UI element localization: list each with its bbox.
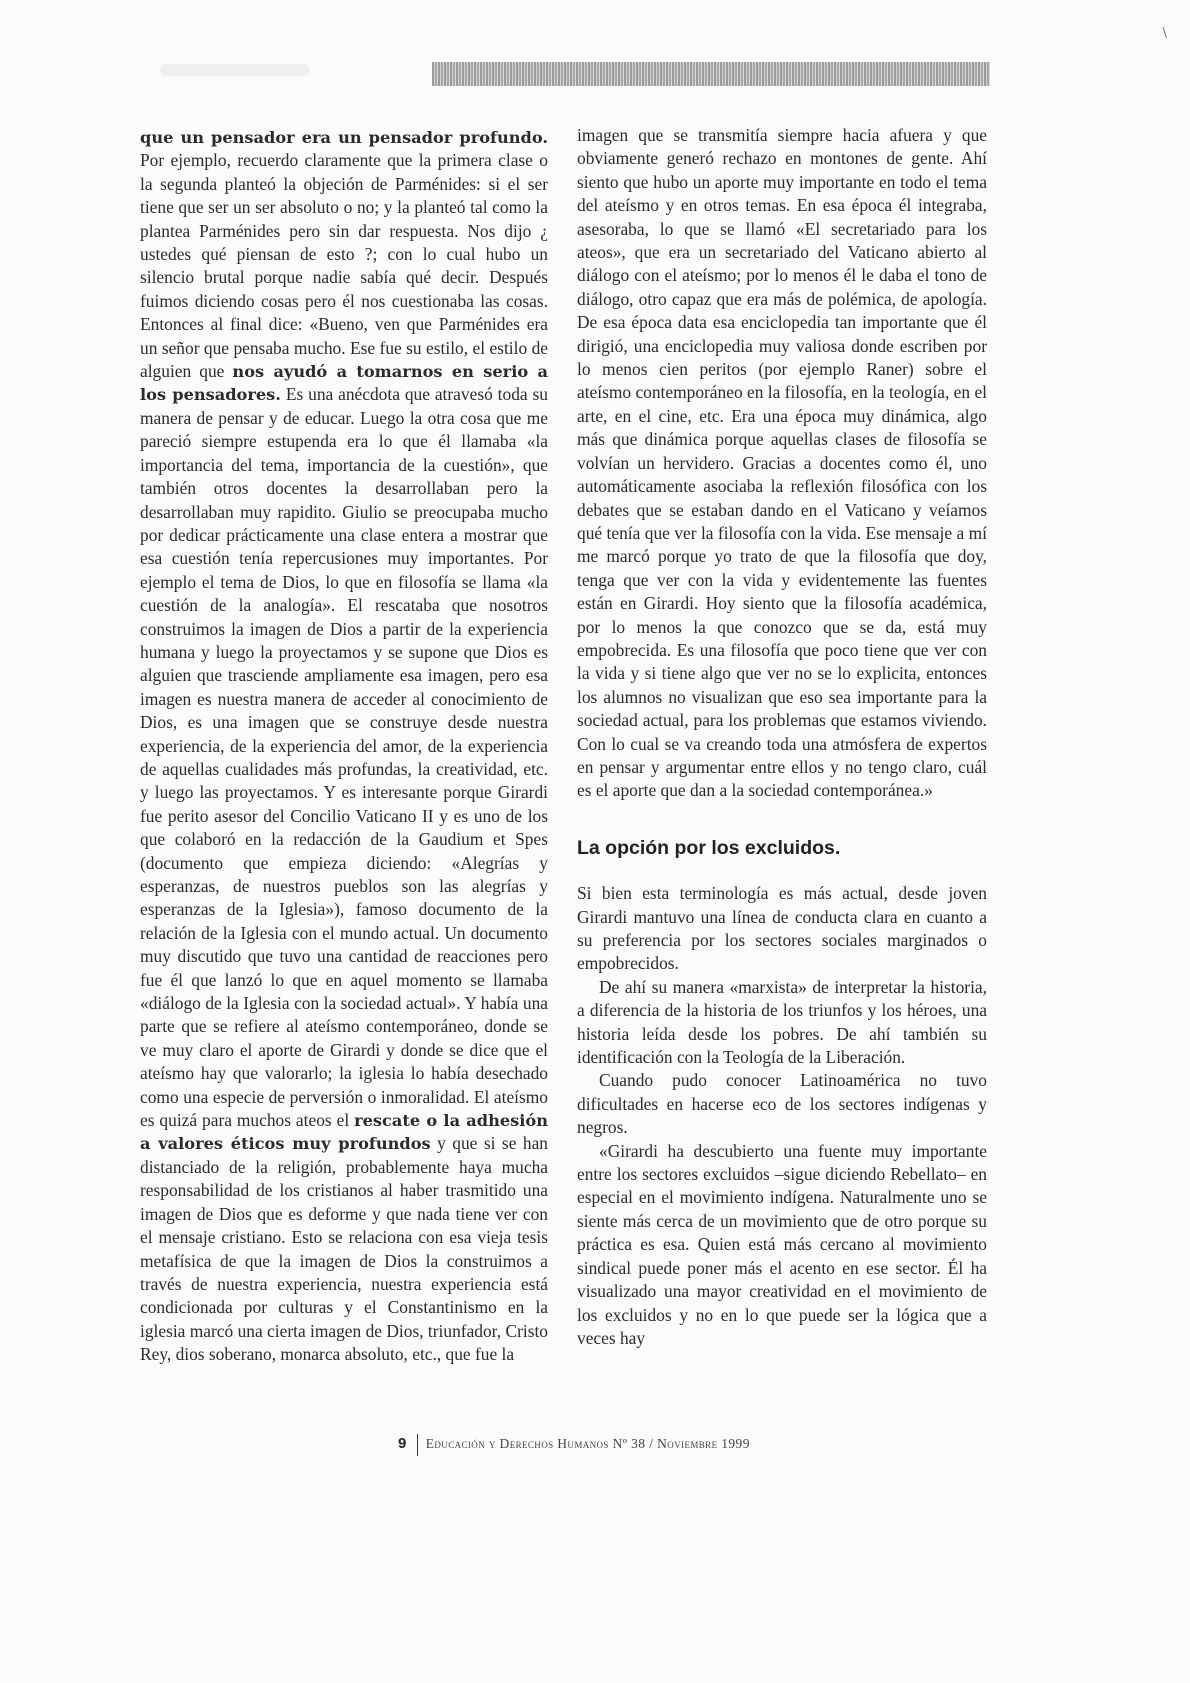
header-smudge: [160, 64, 310, 76]
left-text-c: y que si se han distanciado de la religión, probablemente haya mucha responsabilidad de los cristianos al haber trasmitido una imagen de Dios que es deforme y que nada tiene ver con el mensaje cristiano. Esto se relaciona con esa vieja tesis metafísica de que la imagen de Dios la construimos a través de nuestra experiencia, nuestra experiencia está condicionada por culturas y el Constantinismo en la iglesia marcó una cierta imagen de Dios, triunfador, Cristo Rey, dios soberano, monarca absoluto, etc., que fue la: [140, 1133, 548, 1365]
page-footer: [398, 1434, 898, 1462]
left-text-a: Por ejemplo, recuerdo claramente que la primera clase o la segunda planteó la objeción de Parménides: si el ser tiene que ser un ser absoluto o no; y la planteó tal como la plantea Parménides pero sin dar respuesta. Nos dijo ¿ ustedes qué piensan de esto ?; con lo cual hubo un silencio brutal porque nadie sabía qué decir. Después fuimos diciendo cosas pero él nos cuestionaba las cosas. Entonces al final dice: «Bueno, ven que Parménides era un señor que pensaba mucho. Ese fue su estilo, el estilo de alguien que: [140, 150, 548, 382]
section-heading: La opción por los excluidos.: [577, 836, 841, 859]
right-paragraph-3: De ahí su manera «marxista» de interpretar la historia, a diferencia de la historia de los triunfos y los héroes, una historia leída desde los pobres. De ahí también su identificación con la Teología de la Liberación.: [577, 976, 987, 1068]
left-paragraph: [140, 126, 548, 1367]
right-paragraph-2: Si bien esta terminología es más actual, desde joven Girardi mantuvo una línea de conducta clara en cuanto a su preferencia por los sectores sociales marginados o empobrecidos.: [577, 883, 987, 974]
emphasis-valores-eticos: rescate o la adhesión a valores éticos muy profundos: [140, 1111, 548, 1154]
page-number: 9: [398, 1435, 407, 1453]
emphasis-tomarnos-en-serio: nos ayudó a tomarnos en serio a los pensadores.: [140, 362, 548, 405]
right-paragraph-continued: imagen que se transmitía siempre hacia afuera y que obviamente generó rechazo en montones de gente. Ahí siento que hubo un aporte muy importante en todo el tema del ateísmo y en otros temas. En esa época él integraba, asesoraba, lo que se llamó «El secretariado para los ateos», que era un secretariado del Vaticano abierto al diálogo con el ateísmo; por lo menos él le daba el tono de diálogo, otro capaz que era más de polémica, de apología. De esa época data esa enciclopedia tan importante que él dirigió, una enciclopedia muy valiosa donde escriben por lo menos cien peritos (por ejemplo Raner) sobre el ateísmo contemporáneo en la filosofía, en la teología, en el arte, en el cine, etc. Era una época muy dinámica, algo más que dinámica porque aquellas clases de filosofía se volvían un hervidero. Gracias a docentes como él, uno automáticamente asociaba la reflexión filosófica con los debates que se estaban dando en el Vaticano y veíamos qué tenía que ver la filosofía con la vida. Ese mensaje a mí me marcó porque yo trato de que la filosofía que doy, tenga que ver con la vida y evidentemente las fuentes están en Girardi. Hoy siento que la filosofía académica, por lo menos la que conozco que se da, está muy empobrecida. Es una filosofía que poco tiene que ver con la vida y si tiene algo que ver no se lo explicita, entonces los alumnos no visualizan que eso sea importante para la sociedad actual, para los problemas que estamos viviendo. Con lo cual se va creando toda una atmósfera de expertos en pensar y argumentar entre ellos y no tengo claro, cuál es el aporte que dan a la sociedad contemporánea.»: [577, 125, 987, 801]
opening-bold-text: que un pensador era un pensador profundo.: [140, 128, 548, 147]
right-paragraph-4: Cuando pudo conocer Latinoamérica no tuvo dificultades en hacerse eco de los sectores indígenas y negros.: [577, 1070, 987, 1138]
left-column: [140, 126, 548, 1367]
right-paragraph-5: «Girardi ha descubierto una fuente muy importante entre los sectores excluidos –sigue diciendo Rebellato– en especial en el movimiento indígena. Naturalmente uno se siente más cerca de un movimiento que de otro porque su práctica es esa. Quien está más cercano al movimiento sindical puede poner más el acento en ese sector. Él ha visualizado una mayor creatividad en el movimiento de los excluidos y no en lo que puede ser la lógica que a veces hay: [577, 1140, 987, 1348]
publication-line: Educación y Derechos Humanos Nº 38 / Noviembre 1999: [425, 1436, 750, 1452]
scan-mark: ∖: [1160, 26, 1169, 41]
header-bar: [432, 62, 990, 86]
right-column: [577, 124, 987, 1350]
footer-divider: [417, 1434, 418, 1456]
left-text-b: Es una anécdota que atravesó toda su manera de pensar y de educar. Luego la otra cosa que me pareció siempre estupenda era lo que él llamaba «la importancia del tema, importancia de la cuestión», que también otros docentes la desarrollaban pero la desarrollaban muy rapidito. Giulio se preocupaba mucho por dedicar prácticamente una clase entera a mostrar que esa cuestión tenía repercusiones muy importantes. Por ejemplo el tema de Dios, lo que en filosofía se llama «la cuestión de la analogía». El rescataba que nosotros construimos la imagen de Dios a partir de la experiencia humana y luego la proyectamos y se supone que Dios es alguien que trasciende ampliamente esa imagen, pero esa imagen es nuestra manera de acceder al conocimiento de Dios, es una imagen que se construye desde nuestra experiencia, de la experiencia del amor, de la experiencia de aquellas cualidades más profundas, la creatividad, etc. y luego las proyectamos. Y es interesante porque Girardi fue perito asesor del Concilio Vaticano II y es uno de los que colaboró en la redacción de la Gaudium et Spes (documento que empieza diciendo: «Alegrías y esperanzas, de nuestros pueblos son las alegrías y esperanzas de la Iglesia»), famoso documento de la relación de la Iglesia con el mundo actual. Un documento muy discutido que tuvo una cantidad de reacciones pero fue él que lanzó lo que en aquel momento se llamaba «diálogo de la Iglesia con la sociedad actual». Y había una parte que se refiere al ateísmo contemporáneo, donde se ve muy claro el aporte de Girardi y donde se dice que el ateísmo hay que valorarlo; la iglesia lo había desechado como una especie de perversión o inmoralidad. El ateísmo es quizá para muchos ateos el: [140, 384, 548, 1131]
